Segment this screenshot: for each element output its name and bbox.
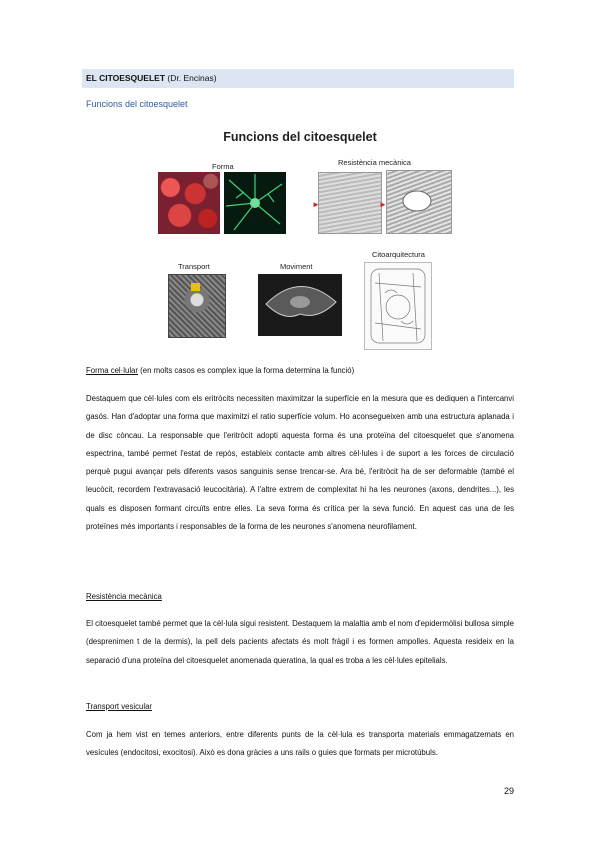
epidermis-blister-image: [386, 170, 452, 234]
arrow-right-icon: ►: [379, 200, 387, 209]
page-number: 29: [503, 786, 514, 796]
resistencia-heading: [86, 588, 514, 606]
functions-figure: [150, 122, 450, 352]
resistencia-paragraph: El citoesquelet també permet que la cèl·lula sigui resistent. Destaquem la malaltia amb el nom d'epidermòlisi bullosa simple (desprenimen t de la dermis), la pell dels pacients afectats és molt fràgil i es formen ampolles. Aquesta resideix en la separació d'una proteïna del citoesquelet anomenada queratina, la qual es troba a les cèl·lules epitelials.: [86, 619, 514, 665]
caption-moviment: Moviment: [280, 262, 313, 271]
resistencia-heading-text: Resistència mecànica: [86, 592, 162, 601]
caption-forma: Forma: [212, 162, 234, 171]
arrow-left-icon: ►: [312, 200, 320, 209]
caption-citoarquitectura: Citoarquitectura: [372, 250, 425, 259]
caption-resistencia: Resistència mecànica: [338, 158, 411, 167]
header-author: (Dr. Encinas): [167, 73, 217, 83]
caption-transport: Transport: [178, 262, 210, 271]
epidermis-normal-image: [318, 172, 382, 234]
neuron-image: [224, 172, 286, 234]
transport-image: [168, 274, 226, 338]
forma-heading: Forma cel·lular: [86, 366, 138, 375]
cytoarchitecture-image: [364, 262, 432, 350]
header-title: EL CITOESQUELET: [86, 73, 166, 83]
forma-paragraph: Destaquem que cèl·lules com els eritròcits necessiten maximitzar la superfície en la mesura que es dediquen a l'intercanvi gasós. Han d'adoptar una forma que maximitzi el ratio superfície volum. Ho aconsegueixen amb una estructura aplanada i de disc còncau. La responsable que l'eritròcit adopti aquesta forma és una proteïna del citoesquelet que s'anomena espectrina, també permet l'estat de repòs, estableix contacte amb altres cèl·lules i de suport a les forces de circulació perquè pugui avançar pels diferents vasos sanguinis sense trencar-se. Ara bé, l'eritròcit ha de ser deformable (també el leucòcit, recordem l'extravasació leucocitària). A l'altre extrem de complexitat hi ha les neurones (axons, dendrites...), les quals es disposen formant circuïts entre elles. La seva forma és crítica per la seva funció. En aquest cas una de les proteïnes més importants i responsables de la forma de les neurones s'anomena neurofilament.: [86, 394, 514, 532]
figure-title: Funcions del citoesquelet: [223, 130, 377, 144]
transport-heading-text: Transport vesicular: [86, 702, 153, 711]
movement-image: [258, 274, 342, 336]
transport-heading: [86, 698, 514, 716]
forma-section: [86, 362, 514, 380]
section-title: Funcions del citoesquelet: [86, 99, 188, 109]
transport-paragraph: Com ja hem vist en temes anteriors, entre diferents punts de la cèl·lula es transporta materials emmagatzemats en vesícules (endocitosi, exocitosi). Això es dona gràcies a uns rails o guies que formats per microtúbuls.: [86, 730, 514, 758]
forma-heading-note: (en molts casos es complex ique la forma determina la funció): [138, 366, 355, 375]
page-header: [82, 69, 514, 88]
erythrocytes-image: [158, 172, 220, 234]
